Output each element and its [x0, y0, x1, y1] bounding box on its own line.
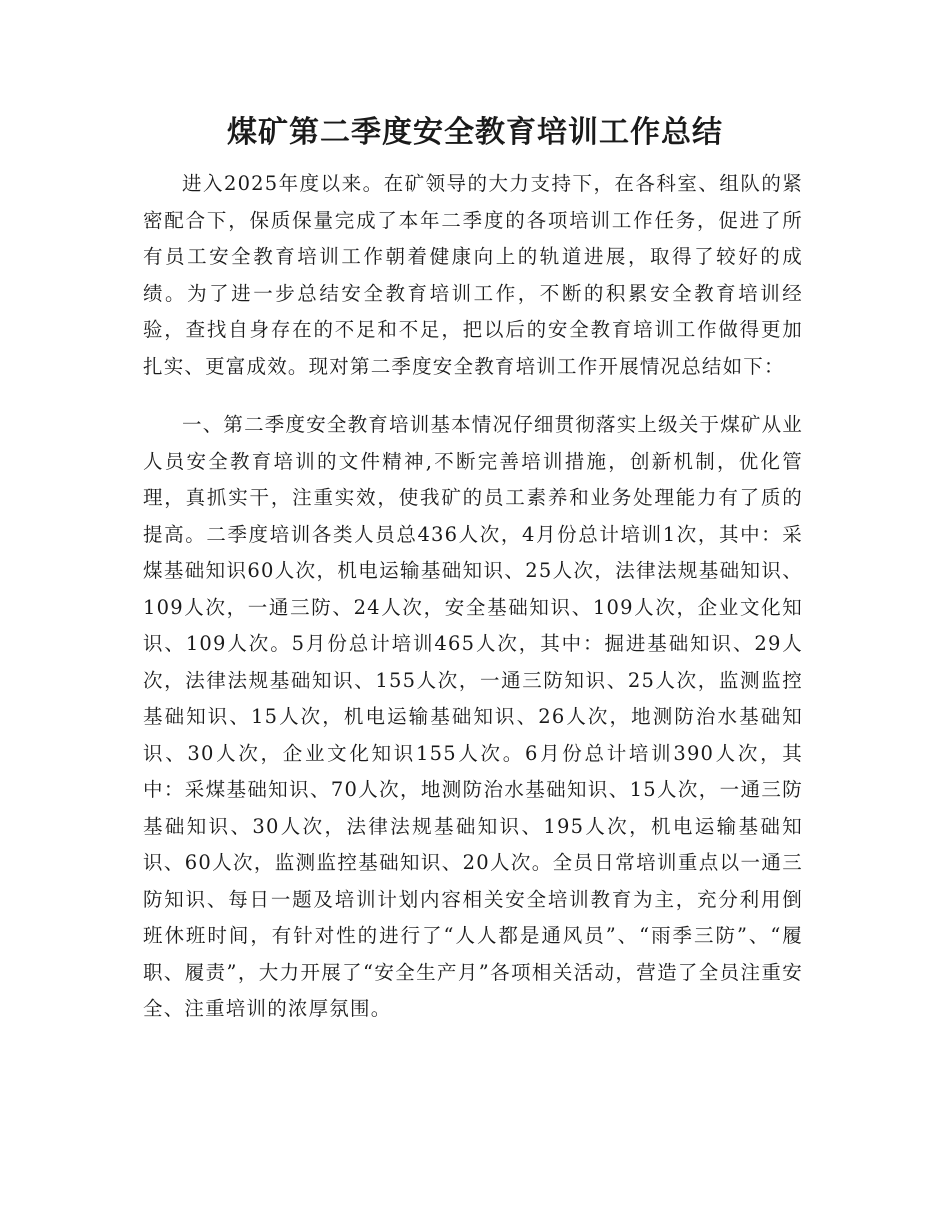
intro-paragraph: 进入2025年度以来。在矿领导的大力支持下，在各科室、组队的紧密配合下，保质保量完成了本年二季度的各项培训工作任务，促进了所有员工安全教育培训工作朝着健康向上的轨道进展，取得了较好的成绩。为了进一步总结安全教育培训工作，不断的积累安全教育培训经验，查找自身存在的不足和不足，把以后的安全教育培训工作做得更加扎实、更富成效。现对第二季度安全教育培训工作开展情况总结如下： [143, 172, 803, 378]
document-body [143, 166, 803, 1028]
section-one-paragraph: 一、第二季度安全教育培训基本情况仔细贯彻落实上级关于煤矿从业人员安全教育培训的文件精神,不断完善培训措施，创新机制，优化管理，真抓实干，注重实效，使我矿的员工素养和业务处理能力有了质的提高。二季度培训各类人员总436人次，4月份总计培训1次，其中：采煤基础知识60人次，机电运输基础知识、25人次，法律法规基础知识、109人次，一通三防、24人次，安全基础知识、109人次，企业文化知识、109人次。5月份总计培训465人次，其中：掘进基础知识、29人次，法律法规基础知识、155人次，一通三防知识、25人次，监测监控基础知识、15人次，机电运输基础知识、26人次，地测防治水基础知识、30人次，企业文化知识155人次。6月份总计培训390人次，其中：采煤基础知识、70人次，地测防治水基础知识、15人次，一通三防基础知识、30人次，法律法规基础知识、195人次，机电运输基础知识、60人次，监测监控基础知识、20人次。全员日常培训重点以一通三防知识、每日一题及培训计划内容相关安全培训教育为主，充分利用倒班休班时间，有针对性的进行了“人人都是通风员”、“雨季三防”、“履职、履责”，大力开展了“安全生产月”各项相关活动，营造了全员注重安全、注重培训的浓厚氛围。 [143, 413, 804, 1020]
document-title: 煤矿第二季度安全教育培训工作总结 [227, 115, 723, 150]
